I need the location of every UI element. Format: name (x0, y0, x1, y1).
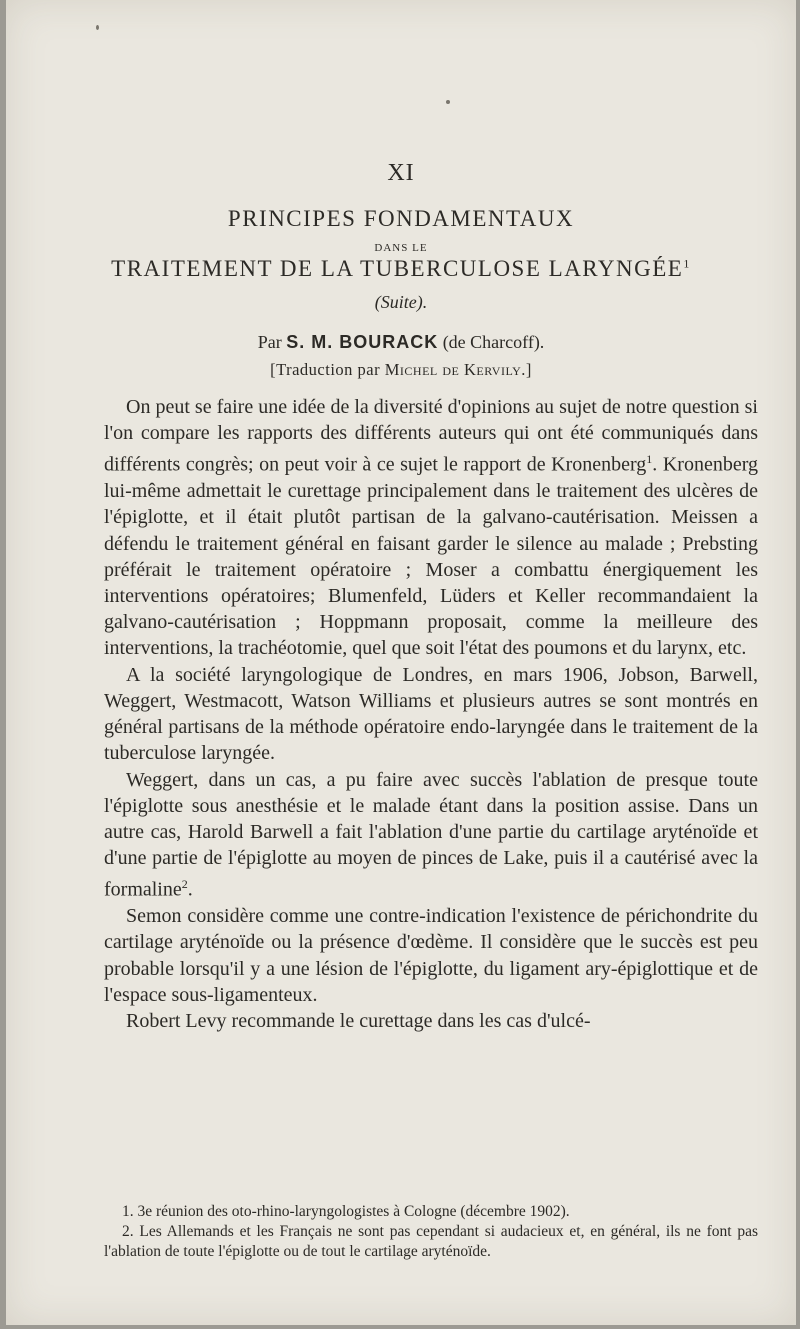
suite-text: (Suite). (374, 292, 428, 312)
paragraph-text: . Kronenberg lui-même admettait le curettage principalement dans le traitement des ulcères de l'épiglotte, et il était plutôt partisan de la galvano-cautérisation. Meissen a défendu le traitement général en faisant garder le silence au malade ; Prebsting préférait le traitement opératoire ; Moser a combattu énergiquement les interventions opératoires; Blumenfeld, Lüders et Keller recommandaient la galvano-cautérisation ; Hoppmann proposait, comme la meilleure des interventions, la trachéotomie, quel que soit l'état des poumons et du larynx, etc. (104, 454, 758, 660)
book-page (6, 0, 796, 1325)
title-line-2 (6, 256, 796, 282)
paragraph (104, 394, 758, 662)
paragraph-text: Robert Levy recommande le curettage dans les cas d'ulcé- (126, 1009, 591, 1032)
footnote-ref: 1 (646, 452, 653, 467)
author-suffix: (de Charcoff). (442, 332, 545, 352)
footnote: 1. 3e réunion des oto-rhino-laryngologistes à Cologne (décembre 1902). (122, 1203, 570, 1220)
translation-suffix: .] (521, 360, 532, 379)
paragraph (104, 767, 758, 904)
chapter-number: XI (387, 160, 415, 186)
ink-speck (96, 25, 99, 30)
paragraph (104, 903, 758, 1008)
author-name: S. M. BOURACK (286, 332, 439, 352)
paragraph-text: A la société laryngologique de Londres, en mars 1906, Jobson, Barwell, Weggert, Westmacott, Watson Williams et plusieurs autres se sont montrés en général partisans de la méthode opératoire endo-laryngée dans le traitement de la tuberculose laryngée. (104, 663, 758, 765)
translation-line (6, 360, 796, 380)
author-prefix: Par (257, 332, 282, 352)
ink-speck (446, 100, 450, 104)
paragraph-text: On peut se faire une idée de la diversité d'opinions au sujet de notre question si l'on compare les rapports des différents auteurs qui ont été communiqués dans différents congrès; on peut voir à ce sujet le rapport de Kronenberg (104, 396, 758, 477)
suite-label (6, 292, 796, 313)
title-line-2-text: TRAITEMENT DE LA TUBERCULOSE LARYNGÉE (111, 256, 684, 281)
paragraph (104, 662, 758, 767)
paragraph-text: . (187, 878, 193, 901)
author-line (6, 332, 796, 353)
title-note-mark: 1 (683, 256, 691, 271)
title-line-1: PRINCIPES FONDAMENTAUX (227, 206, 575, 231)
footnote-ref: 2 (181, 877, 188, 892)
body-text (104, 394, 758, 1034)
paragraph-text: Semon considère comme une contre-indication l'existence de périchondrite du cartilage aryténoïde ou la présence d'œdème. Il considère que le succès est peu probable lorsqu'il y a une lésion de l'épiglotte, du ligament ary-épiglottique et de l'espace sous-ligamenteux. (104, 905, 758, 1006)
title-connector: DANS LE (374, 242, 428, 254)
paragraph (104, 1008, 758, 1034)
paragraph-text: Weggert, dans un cas, a pu faire avec succès l'ablation de presque toute l'épiglotte sous anesthésie et le malade étant dans la position assise. Dans un autre cas, Harold Barwell a fait l'ablation d'une partie du cartilage aryténoïde et d'une partie de l'épiglotte au moyen de pinces de Lake, puis il a cautérisé avec la formaline (104, 768, 758, 901)
translator-name: Michel de Kervily (384, 360, 522, 379)
footnote: 2. Les Allemands et les Français ne sont pas cependant si audacieux et, en général, ils ne font pas l'ablation de toute l'épiglotte ou de tout le cartilage aryténoïde. (104, 1223, 758, 1260)
footnotes (104, 1202, 758, 1262)
translation-prefix: [Traduction par (270, 360, 381, 379)
